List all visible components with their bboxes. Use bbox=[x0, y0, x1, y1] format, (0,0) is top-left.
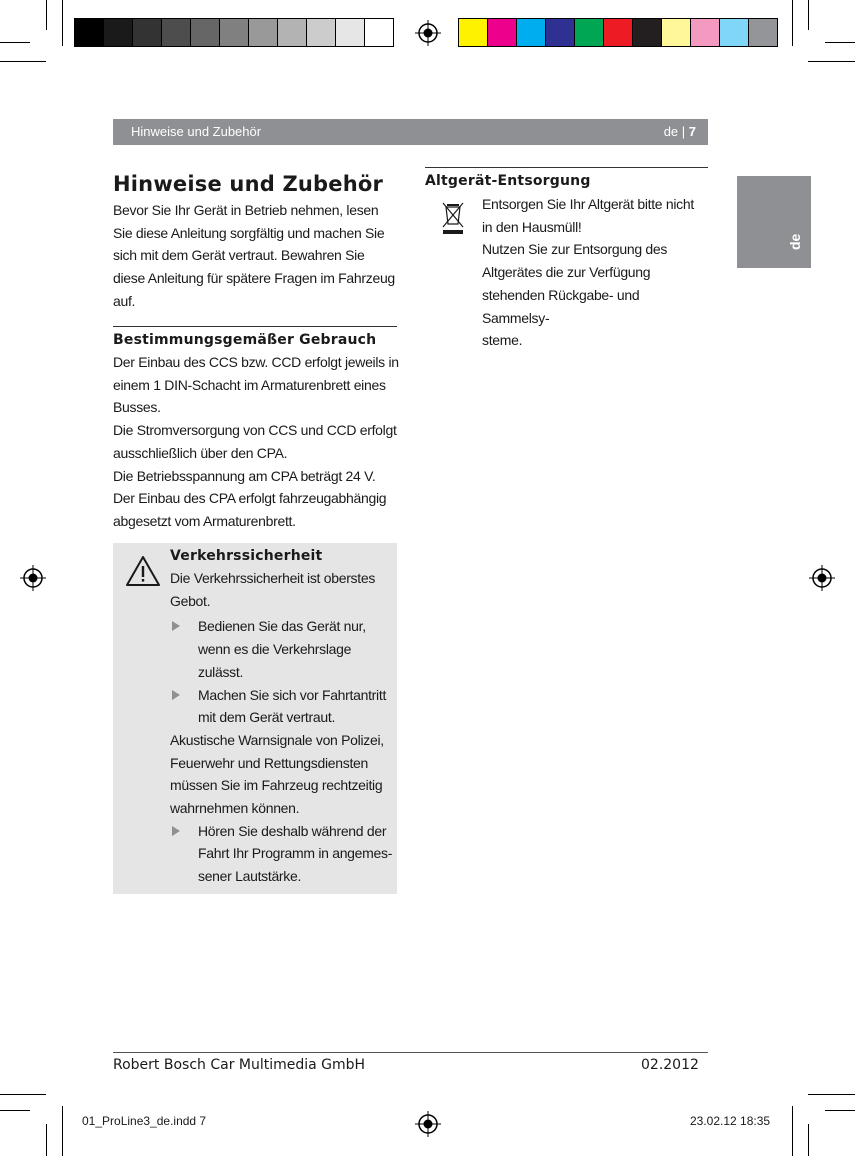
color-swatch bbox=[335, 18, 365, 47]
text-line: Die Verkehrssicherheit ist oberstes bbox=[170, 570, 376, 586]
bullet-arrow-icon bbox=[172, 621, 180, 631]
text-line: steme. bbox=[482, 332, 523, 349]
text-line: stehenden Rückgabe- und Sammelsy- bbox=[482, 286, 640, 326]
color-swatch bbox=[487, 18, 517, 47]
usage-heading: Bestimmungsgemäßer Gebrauch bbox=[113, 332, 377, 348]
crop-mark bbox=[0, 42, 30, 43]
crop-mark bbox=[0, 1110, 30, 1111]
text-line: Die Betriebsspannung am CPA beträgt 24 V. bbox=[113, 467, 376, 484]
color-swatch bbox=[458, 18, 488, 47]
color-swatch bbox=[574, 18, 604, 47]
color-swatch bbox=[277, 18, 307, 47]
text-line: Gebot. bbox=[170, 592, 211, 609]
bullet-arrow-icon bbox=[172, 690, 180, 700]
registration-mark-icon bbox=[20, 565, 46, 591]
color-swatch bbox=[248, 18, 278, 47]
warning-box bbox=[113, 543, 397, 894]
warning-intro bbox=[170, 567, 395, 612]
color-swatch bbox=[190, 18, 220, 47]
color-swatch bbox=[74, 18, 104, 47]
color-swatch bbox=[661, 18, 691, 47]
slug-filename: 01_ProLine3_de.indd 7 bbox=[82, 1114, 207, 1128]
text-line: Busses. bbox=[113, 399, 161, 416]
bullet-text-line: zulässt. bbox=[198, 663, 244, 680]
footer-rule bbox=[113, 1052, 708, 1053]
color-swatch bbox=[161, 18, 191, 47]
color-swatch bbox=[603, 18, 633, 47]
footer-date: 02.2012 bbox=[641, 1057, 699, 1073]
crop-mark bbox=[792, 1106, 793, 1156]
footer-company: Robert Bosch Car Multimedia GmbH bbox=[113, 1057, 366, 1073]
slug-timestamp: 23.02.12 18:35 bbox=[690, 1114, 771, 1128]
disposal-section bbox=[425, 170, 715, 192]
warning-bullets bbox=[170, 820, 395, 888]
text-line: sich mit dem Gerät vertraut. Bewahren Sie bbox=[113, 247, 365, 264]
text-line: wahrnehmen können. bbox=[170, 800, 300, 817]
text-line: Die Stromversorgung von CCS und CCD erfolgt bbox=[113, 422, 397, 439]
disposal-paragraph bbox=[482, 193, 710, 352]
warning-middle bbox=[170, 729, 395, 820]
header-title: Hinweise und Zubehör bbox=[131, 124, 262, 139]
usage-section bbox=[113, 329, 403, 533]
bullet-text-line: Fahrt Ihr Programm in angemes- bbox=[198, 845, 393, 862]
registration-mark-icon bbox=[415, 20, 441, 46]
text-line: Akustische Warnsignale von Polizei, bbox=[170, 731, 384, 748]
warning-heading: Verkehrssicherheit bbox=[170, 548, 323, 564]
crop-mark bbox=[808, 1124, 809, 1156]
bullet-item bbox=[170, 820, 395, 888]
text-line: einem 1 DIN-Schacht im Armaturenbrett eines bbox=[113, 376, 386, 393]
crop-mark bbox=[62, 1106, 63, 1156]
text-line: Bevor Sie Ihr Gerät in Betrieb nehmen, lesen bbox=[113, 202, 379, 218]
crop-mark bbox=[46, 0, 47, 30]
color-swatch bbox=[545, 18, 575, 47]
bullet-text-line: Bedienen Sie das Gerät nur, bbox=[198, 618, 366, 635]
color-swatch bbox=[748, 18, 778, 47]
crop-mark bbox=[792, 0, 793, 46]
crop-mark bbox=[825, 42, 855, 43]
running-header bbox=[113, 119, 708, 145]
text-line: in den Hausmüll! bbox=[482, 218, 582, 235]
text-line: auf. bbox=[113, 292, 136, 309]
text-line: müssen Sie im Fahrzeug rechtzeitig bbox=[170, 777, 383, 794]
text-line: Nutzen Sie zur Entsorgung des bbox=[482, 241, 668, 258]
color-swatch bbox=[719, 18, 749, 47]
bullet-text-line: mit dem Gerät vertraut. bbox=[198, 709, 336, 726]
intro-paragraph bbox=[113, 199, 403, 313]
text-line: Sie diese Anleitung sorgfältig und machen Sie bbox=[113, 224, 385, 241]
disposal-heading: Altgerät-Entsorgung bbox=[425, 173, 591, 189]
crop-mark bbox=[0, 1094, 46, 1095]
warning-triangle-icon bbox=[125, 555, 161, 587]
warning-bullets bbox=[170, 615, 395, 729]
section-divider bbox=[113, 326, 397, 327]
crop-mark bbox=[825, 1110, 855, 1111]
color-swatch bbox=[516, 18, 546, 47]
bullet-text-line: Machen Sie sich vor Fahrtantritt bbox=[198, 686, 387, 703]
warning-content bbox=[170, 545, 395, 888]
bullet-item bbox=[170, 684, 395, 729]
page-title: Hinweise und Zubehör bbox=[113, 172, 384, 196]
left-column bbox=[113, 171, 403, 313]
bullet-text-line: Hören Sie deshalb während der bbox=[198, 822, 387, 839]
text-line: Entsorgen Sie Ihr Altgerät bitte nicht bbox=[482, 196, 694, 212]
crop-mark bbox=[62, 0, 63, 46]
color-swatch bbox=[219, 18, 249, 47]
registration-mark-icon bbox=[809, 565, 835, 591]
crossed-bin-icon bbox=[441, 200, 465, 234]
text-line: ausschließlich über den CPA. bbox=[113, 444, 288, 461]
usage-paragraph bbox=[113, 351, 403, 533]
bullet-arrow-icon bbox=[172, 826, 180, 836]
bullet-text-line: sener Lautstärke. bbox=[198, 868, 302, 885]
color-swatch bbox=[132, 18, 162, 47]
color-swatch bbox=[690, 18, 720, 47]
section-divider bbox=[425, 167, 708, 168]
registration-mark-icon bbox=[415, 1111, 441, 1137]
bullet-text-line: wenn es die Verkehrslage bbox=[198, 641, 352, 658]
bullet-item bbox=[170, 615, 395, 683]
crop-mark bbox=[808, 0, 809, 30]
language-tab bbox=[737, 176, 811, 268]
crop-mark bbox=[46, 1124, 47, 1156]
text-line: Altgerätes die zur Verfügung bbox=[482, 264, 651, 281]
text-line: abgesetzt vom Armaturenbrett. bbox=[113, 512, 296, 529]
color-swatch bbox=[364, 18, 394, 47]
text-line: diese Anleitung für spätere Fragen im Fahrzeug bbox=[113, 270, 395, 287]
crop-mark bbox=[808, 61, 855, 62]
text-line: Feuerwehr und Rettungsdiensten bbox=[170, 754, 369, 771]
crop-mark bbox=[0, 61, 46, 62]
color-swatch bbox=[632, 18, 662, 47]
header-page-number: de | 7 bbox=[663, 124, 696, 139]
text-line: Der Einbau des CPA erfolgt fahrzeugabhängig bbox=[113, 490, 387, 507]
color-swatch bbox=[306, 18, 336, 47]
color-swatch bbox=[103, 18, 133, 47]
text-line: Der Einbau des CCS bzw. CCD erfolgt jeweils in bbox=[113, 354, 399, 370]
language-tab-label: de bbox=[787, 233, 803, 250]
crop-mark bbox=[808, 1094, 855, 1095]
